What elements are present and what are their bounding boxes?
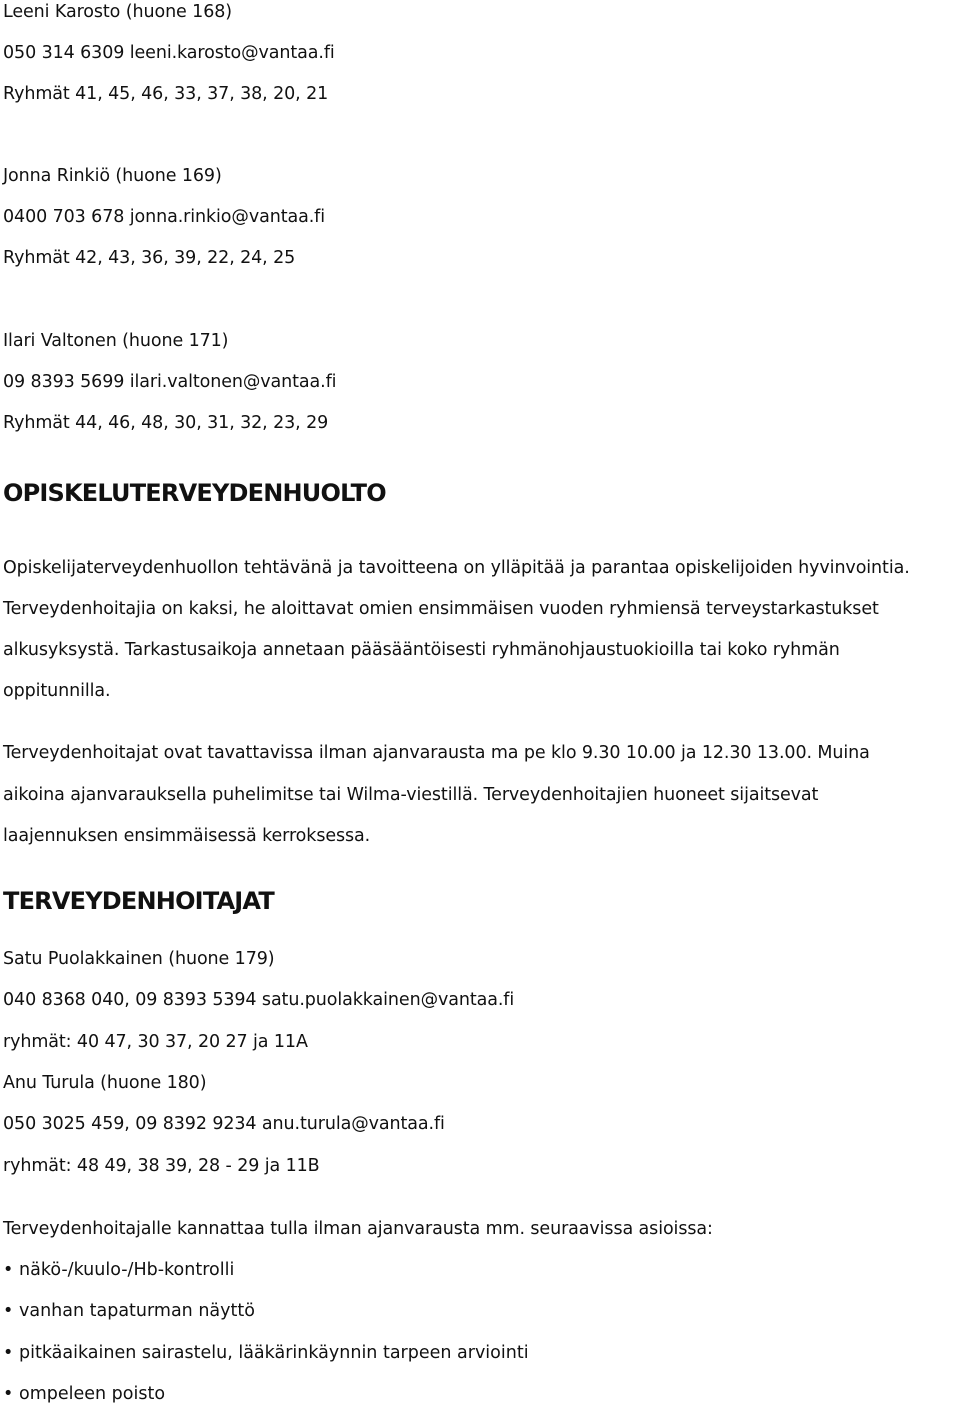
bullet-icon: •	[3, 1343, 14, 1363]
nurse-name: Anu Turula (huone 180)	[3, 1073, 207, 1093]
contact-name: Jonna Rinkiö (huone 169)	[3, 166, 222, 186]
list-item-text: pitkäaikainen sairastelu, lääkärinkäynnin tarpeen arviointi	[19, 1343, 529, 1363]
list-item	[3, 1383, 165, 1405]
contact-groups: Ryhmät 44, 46, 48, 30, 31, 32, 23, 29	[3, 413, 329, 433]
nurse-groups: ryhmät: 48 49, 38 39, 28 - 29 ja 11B	[3, 1156, 320, 1176]
section-heading: OPISKELUTERVEYDENHUOLTO	[3, 479, 386, 507]
paragraph-line: Terveydenhoitajat ovat tavattavissa ilman ajanvarausta ma pe klo 9.30 10.00 ja 12.30 13.00. Muina	[3, 743, 870, 763]
paragraph-line: alkusyksystä. Tarkastusaikoja annetaan pääsääntöisesti ryhmänohjaustuokioilla tai koko ryhmän	[3, 640, 840, 660]
list-item-text: vanhan tapaturman näyttö	[19, 1301, 255, 1321]
contact-details: 050 314 6309 leeni.karosto@vantaa.fi	[3, 43, 335, 63]
list-item	[3, 1300, 255, 1322]
paragraph-line: laajennuksen ensimmäisessä kerroksessa.	[3, 826, 371, 846]
nurse-contact: 040 8368 040, 09 8393 5394 satu.puolakkainen@vantaa.fi	[3, 990, 515, 1010]
contact-name: Leeni Karosto (huone 168)	[3, 2, 233, 22]
paragraph-line: Opiskelijaterveydenhuollon tehtävänä ja tavoitteena on ylläpitää ja parantaa opiskelijoiden hyvinvointia.	[3, 558, 910, 578]
nurse-groups: ryhmät: 40 47, 30 37, 20 27 ja 11A	[3, 1032, 308, 1052]
list-item	[3, 1259, 234, 1281]
bullet-icon: •	[3, 1384, 14, 1404]
list-item-text: ompeleen poisto	[19, 1384, 166, 1404]
paragraph-line: Terveydenhoitajia on kaksi, he aloittavat omien ensimmäisen vuoden ryhmiensä terveystarkastukset	[3, 599, 879, 619]
contact-name: Ilari Valtonen (huone 171)	[3, 331, 229, 351]
bullet-icon: •	[3, 1260, 14, 1280]
contact-details: 0400 703 678 jonna.rinkio@vantaa.fi	[3, 207, 325, 227]
nurse-contact: 050 3025 459, 09 8392 9234 anu.turula@vantaa.fi	[3, 1114, 445, 1134]
paragraph-line: aikoina ajanvarauksella puhelimitse tai Wilma-viestillä. Terveydenhoitajien huoneet sijaitsevat	[3, 785, 819, 805]
contact-groups: Ryhmät 42, 43, 36, 39, 22, 24, 25	[3, 248, 296, 268]
nurse-name: Satu Puolakkainen (huone 179)	[3, 949, 275, 969]
list-item-text: näkö-/kuulo-/Hb-kontrolli	[19, 1260, 235, 1280]
section-heading: TERVEYDENHOITAJAT	[3, 887, 274, 915]
paragraph-line: oppitunnilla.	[3, 681, 111, 701]
contact-details: 09 8393 5699 ilari.valtonen@vantaa.fi	[3, 372, 337, 392]
contact-groups: Ryhmät 41, 45, 46, 33, 37, 38, 20, 21	[3, 84, 329, 104]
bullet-icon: •	[3, 1301, 14, 1321]
list-item	[3, 1342, 529, 1364]
intro-text: Terveydenhoitajalle kannattaa tulla ilman ajanvarausta mm. seuraavissa asioissa:	[3, 1219, 713, 1239]
